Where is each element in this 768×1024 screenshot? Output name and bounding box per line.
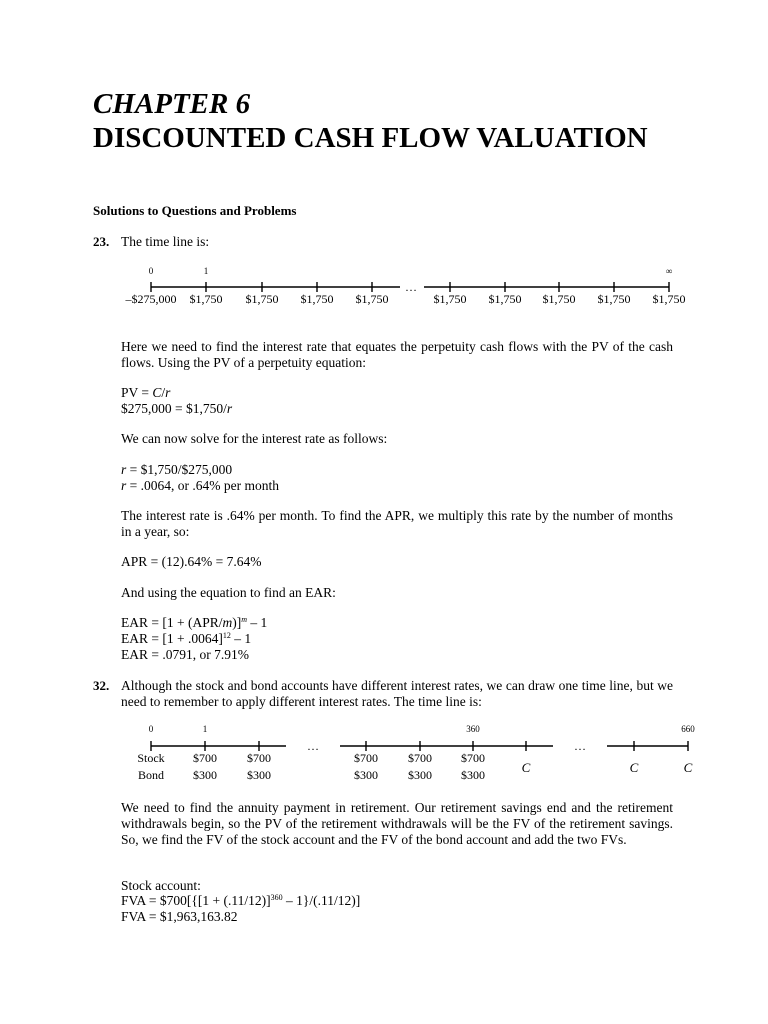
q32-equation-fva-formula: FVA = $700[{[1 + (.11/12)]$^{360}$ – 1}/(.11/12)]: [121, 893, 361, 908]
timeline-23: [0, 258, 768, 310]
timeline-23-flow-4: $1,750: [355, 292, 389, 306]
timeline-23-label-1: 1: [203, 266, 209, 276]
timeline-23-flow-7: $1,750: [542, 292, 576, 306]
timeline-23-label-infinity: ∞: [665, 266, 673, 276]
q23-equation-pv-values: $275,000 = $1,750/r: [121, 401, 233, 416]
timeline-23-flow-3: $1,750: [300, 292, 334, 306]
timeline-32-stock-1: $700: [193, 751, 217, 765]
timeline-32-label-1: 1: [202, 724, 208, 734]
timeline-23-flow-9: $1,750: [652, 292, 686, 306]
timeline-23-flow-1: $1,750: [189, 292, 223, 306]
q32-paragraph-2: We need to find the annuity payment in retirement. Our retirement savings end and the retirement withdrawals begin, so the PV of the retirement withdrawals will be the FV of the retirement savings. So, we find the FV of the stock account and the FV of the bond account and add the two FVs.: [121, 800, 673, 847]
timeline-32-bond-2: $300: [247, 768, 271, 782]
timeline-32-bond-4: $300: [408, 768, 432, 782]
q23-equation-ear-values: EAR = $[1 + .0064]^{12} - 1$: [121, 631, 252, 646]
timeline-32-stock-4: $700: [408, 751, 432, 765]
q23-paragraph-1: Here we need to find the interest rate that equates the perpetuity cash flows with the PV of the cash flows. Using the PV of a perpetuity equation:: [121, 339, 673, 370]
timeline-23-flow-8: $1,750: [597, 292, 631, 306]
chapter-number: CHAPTER 6: [93, 88, 251, 120]
section-heading: Solutions to Questions and Problems: [93, 203, 297, 218]
timeline-23-label-0: 0: [148, 266, 154, 276]
q23-equation-r-result: r = .0064, or .64% per month: [121, 478, 279, 493]
timeline-32-ellipsis-2: …: [574, 739, 586, 753]
timeline-32-bond-1: $300: [193, 768, 217, 782]
question-32-number: 32.: [93, 678, 110, 693]
timeline-32-label-660: 660: [681, 724, 695, 734]
q23-equation-pv: PV = C/r: [121, 385, 171, 400]
timeline-32-withdrawal-c-1: C: [521, 760, 531, 775]
timeline-32-stock-2: $700: [247, 751, 271, 765]
q32-equation-fva-result: FVA = $1,963,163.82: [121, 909, 238, 924]
timeline-32: [0, 716, 768, 788]
timeline-32-stock-5: $700: [461, 751, 485, 765]
timeline-32-withdrawal-c-3: C: [683, 760, 693, 775]
q23-equation-ear-result: EAR = .0791, or 7.91%: [121, 647, 249, 662]
question-23-number: 23.: [93, 234, 110, 249]
timeline-32-withdrawal-c-2: C: [629, 760, 639, 775]
timeline-32-bond-5: $300: [461, 768, 485, 782]
timeline-23-flow-0: –$275,000: [125, 292, 177, 306]
timeline-23-flow-5: $1,750: [433, 292, 467, 306]
q23-equation-apr: APR = (12).64% = 7.64%: [121, 554, 262, 569]
q23-equation-r: r = $1,750/$275,000: [121, 462, 233, 477]
timeline-32-bond-3: $300: [354, 768, 378, 782]
q32-paragraph-1: Although the stock and bond accounts have different interest rates, we can draw one time line, but we need to remember to apply different interest rates. The time line is:: [121, 678, 673, 709]
q32-stock-account-label: Stock account:: [121, 878, 201, 893]
q23-paragraph-4: And using the equation to find an EAR:: [121, 585, 336, 600]
q23-paragraph-3: The interest rate is .64% per month. To find the APR, we multiply this rate by the number of months in a year, so:: [121, 508, 673, 539]
timeline-32-stock-3: $700: [354, 751, 378, 765]
timeline-23-ellipsis: …: [405, 280, 417, 294]
question-23-intro: The time line is:: [121, 234, 210, 249]
timeline-32-row-label-bond: Bond: [137, 768, 165, 782]
timeline-23-flow-2: $1,750: [245, 292, 279, 306]
timeline-32-label-0: 0: [148, 724, 154, 734]
timeline-32-label-360: 360: [466, 724, 480, 734]
chapter-title: DISCOUNTED CASH FLOW VALUATION: [93, 122, 648, 154]
timeline-23-flow-6: $1,750: [488, 292, 522, 306]
q23-paragraph-2: We can now solve for the interest rate as follows:: [121, 431, 388, 446]
timeline-32-row-label-stock: Stock: [137, 751, 165, 765]
q23-equation-ear-formula: EAR = $[1 + (APR/m)]^m - 1$: [121, 615, 268, 630]
timeline-32-ellipsis-1: …: [307, 739, 319, 753]
